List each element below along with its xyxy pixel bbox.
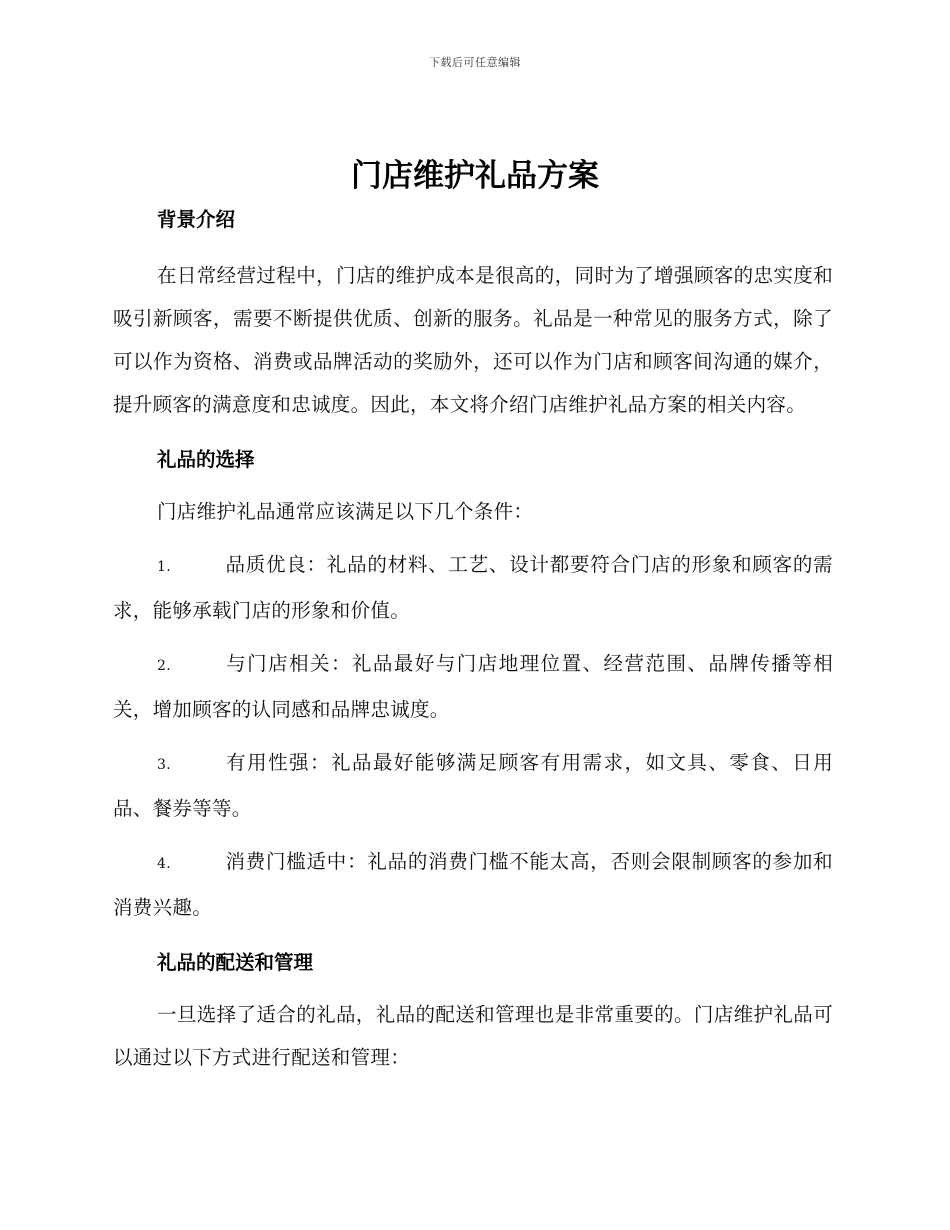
- section-heading-background: 背景介绍: [157, 208, 236, 231]
- page-title: 门店维护礼品方案: [351, 158, 599, 194]
- section-heading-selection: 礼品的选择: [157, 448, 255, 471]
- section-heading-delivery: 礼品的配送和管理: [157, 951, 314, 974]
- list-item: [113, 840, 833, 929]
- list-item-number: 1.: [157, 559, 171, 575]
- list-item: [113, 642, 833, 731]
- list-item-text: 与门店相关：礼品最好与门店地理位置、经营范围、品牌传播等相关，增加顾客的认同感和品牌忠诚度。: [113, 652, 833, 721]
- list-item-text: 消费门槛适中：礼品的消费门槛不能太高，否则会限制顾客的参加和消费兴趣。: [113, 850, 833, 919]
- background-paragraph: 在日常经营过程中，门店的维护成本是很高的，同时为了增强顾客的忠实度和吸引新顾客，需要不断提供优质、创新的服务。礼品是一种常见的服务方式，除了可以作为资格、消费或品牌活动的奖励外，还可以作为门店和顾客间沟通的媒介，提升顾客的满意度和忠诚度。因此，本文将介绍门店维护礼品方案的相关内容。: [113, 264, 833, 416]
- list-item-number: 4.: [157, 856, 171, 872]
- list-item-text: 品质优良：礼品的材料、工艺、设计都要符合门店的形象和顾客的需求，能够承载门店的形象和价值。: [113, 553, 833, 622]
- list-item: [113, 741, 833, 830]
- document-body: [113, 200, 833, 1079]
- list-item-number: 3.: [157, 757, 171, 773]
- list-item: [113, 543, 833, 632]
- header-note: 下载后可任意编辑: [429, 56, 521, 69]
- list-item-number: 2.: [157, 658, 171, 674]
- delivery-paragraph: 一旦选择了适合的礼品，礼品的配送和管理也是非常重要的。门店维护礼品可以通过以下方式进行配送和管理：: [113, 1003, 833, 1069]
- selection-intro: 门店维护礼品通常应该满足以下几个条件：: [157, 500, 534, 523]
- list-item-text: 有用性强：礼品最好能够满足顾客有用需求，如文具、零食、日用品、餐券等等。: [113, 751, 833, 820]
